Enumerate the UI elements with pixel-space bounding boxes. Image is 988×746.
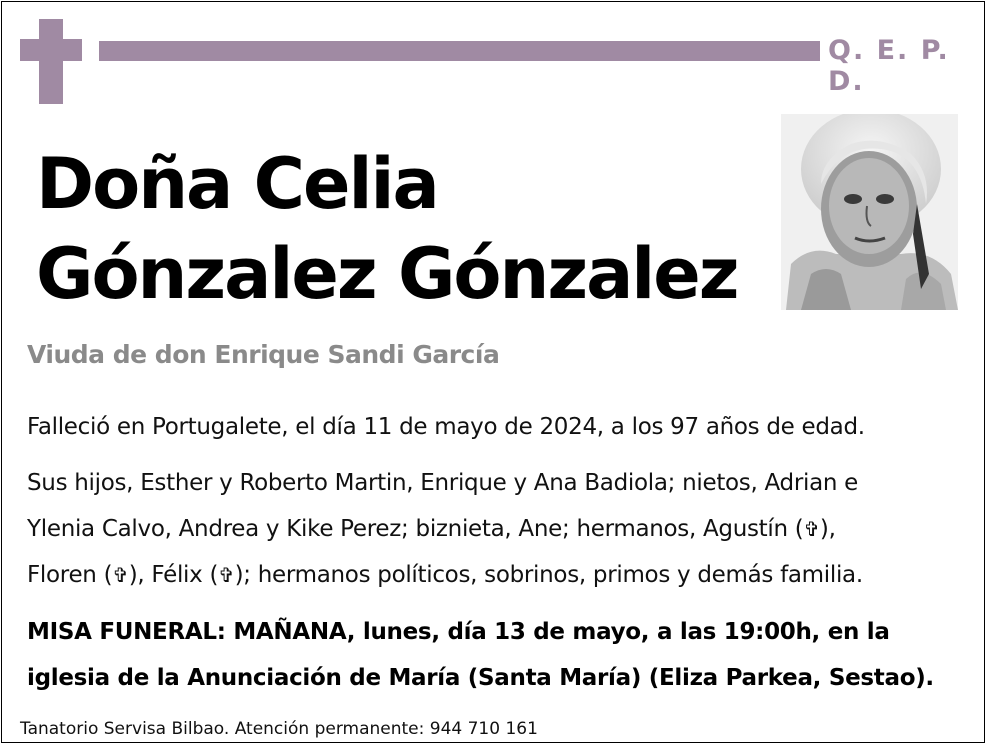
cross-icon: ✞ bbox=[803, 517, 820, 541]
deceased-name bbox=[36, 139, 738, 319]
family-line2: Ylenia Calvo, Andrea y Kike Perez; biznieta, Ane; hermanos, Agustín (✞), bbox=[27, 516, 836, 542]
widow-line: Viuda de don Enrique Sandi García bbox=[27, 340, 500, 369]
family-paragraph bbox=[27, 460, 957, 598]
deceased-name-line2: Gónzalez Gónzalez bbox=[36, 233, 738, 315]
cross-icon-vertical bbox=[39, 19, 63, 104]
qepd-label: Q. E. P. D. bbox=[828, 35, 950, 97]
family-line3: Floren (✞), Félix (✞); hermanos políticos, sobrinos, primos y demás familia. bbox=[27, 562, 863, 588]
cross-icon: ✞ bbox=[218, 563, 235, 587]
portrait-image bbox=[781, 114, 958, 310]
portrait-photo bbox=[781, 114, 958, 310]
death-notice: Falleció en Portugalete, el día 11 de mayo de 2024, a los 97 años de edad. bbox=[27, 414, 865, 440]
cross-icon: ✞ bbox=[112, 563, 129, 587]
funeral-mass-line2: iglesia de la Anunciación de María (Santa María) (Eliza Parkea, Sestao). bbox=[27, 665, 934, 691]
header-rule bbox=[99, 41, 820, 61]
family-line1: Sus hijos, Esther y Roberto Martin, Enrique y Ana Badiola; nietos, Adrian e bbox=[27, 470, 859, 496]
funeral-mass bbox=[27, 609, 967, 701]
footer-contact: Tanatorio Servisa Bilbao. Atención permanente: 944 710 161 bbox=[20, 719, 538, 739]
obituary-card bbox=[1, 1, 985, 743]
funeral-mass-line1: MISA FUNERAL: MAÑANA, lunes, día 13 de mayo, a las 19:00h, en la bbox=[27, 619, 890, 645]
deceased-name-line1: Doña Celia bbox=[36, 143, 438, 225]
cross-icon-horizontal bbox=[20, 39, 82, 61]
